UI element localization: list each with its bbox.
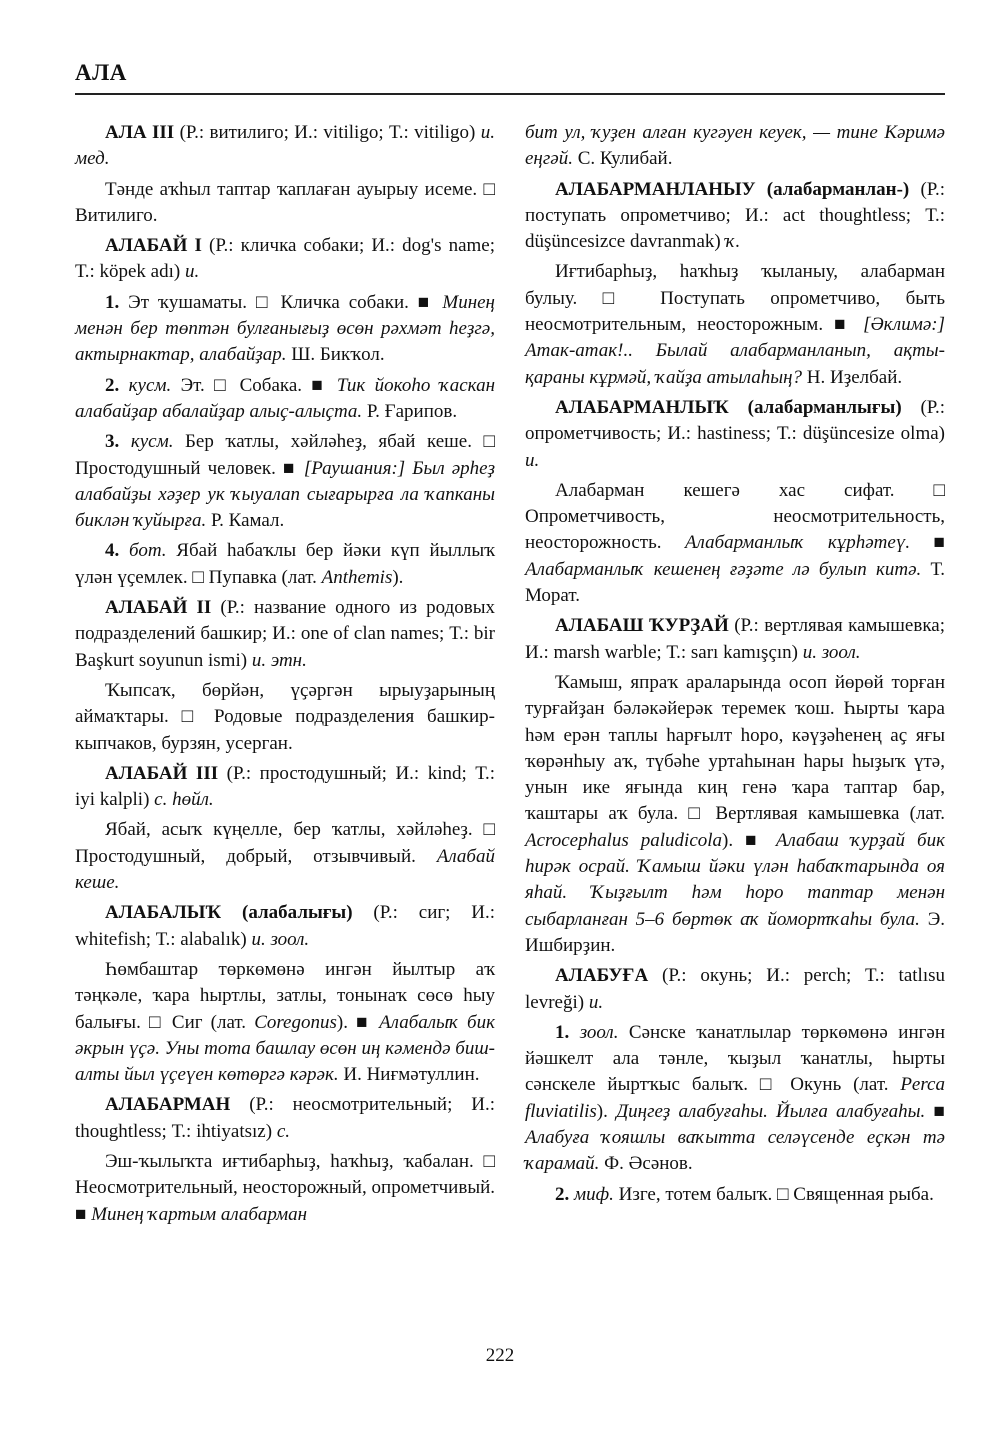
headword: 1. <box>555 1021 570 1043</box>
dictionary-entry <box>75 761 495 814</box>
dictionary-entry <box>525 395 945 474</box>
text-run: Э. Ишбирҙин. <box>525 908 945 956</box>
dictionary-entry <box>75 120 495 173</box>
text-run: (Р.: неосмотрительный; И.: thoughtless; Т.: ihtiyatsız) <box>75 1094 495 1142</box>
text-run: (Р.: вертлявая камышевка; И.: marsh warble; Т.: sarı kamışçın) <box>525 615 945 663</box>
italic-text: кусм. <box>128 374 172 396</box>
italic-text: Алабуға ҡояшлы ваҡытта селәүсенде еҫкән тә ҡарамай. <box>525 1126 945 1175</box>
italic-text: Минең менән бер төптән булғанығыҙ өсөн рәхмәт һеҙгә, актырнактар, алабайҙар. <box>75 291 495 366</box>
dictionary-entry <box>525 613 945 666</box>
left-column <box>75 120 495 1232</box>
text-run: Һөмбаштар төркөмөнә ингән йылтыр аҡ тәңкәле, ҡара һыртлы, затлы, тонынаҡ сөсө һыу балығы. □ Сиг (лат. <box>75 958 495 1033</box>
text-run: Сәнске ҡанатлылар төркөмөнә ингән йәшкелт ала тәнле, ҡыҙыл ҡанатлы, һырты сәнскеле йыртҡыс балыҡ. □ Окунь (лат. <box>525 1021 946 1096</box>
italic-text: Coregonus <box>254 1011 337 1033</box>
italic-text: с. һөйл. <box>154 789 214 811</box>
text-run: ). <box>596 1100 617 1122</box>
italic-text: [Әклимә:] Атак-атак!.. Былай алабарманланып, ақты-қараны кұрмәй, ҡайҙа атылаһың? <box>525 314 945 388</box>
headword: 2. <box>105 374 120 396</box>
definition-paragraph <box>75 373 495 426</box>
text-run: ■ <box>910 532 945 554</box>
text-run: Эт ҡушаматы. □ Кличка собаки. ■ <box>119 291 443 313</box>
text-run: (Р.: кличка собаки; И.: dog's name; Т.: köpek adı) <box>75 235 496 283</box>
text-run: Алабарман кешегә хас сифат. □ Опрометчивость, неосмотрительность, неосторожность. <box>525 479 945 554</box>
dictionary-entry <box>75 595 495 674</box>
italic-text: кусм. <box>130 431 174 453</box>
text-run: Изге, тотем балыҡ. □ Священная рыба. <box>613 1183 934 1205</box>
italic-text: [Раушания:] Был әрһеҙ алабайҙы хәҙер ук ҡыуалап сығарырға ла ҡапканы биклән ҡуйырға. <box>75 457 495 532</box>
text-run <box>569 1022 579 1043</box>
headword: АЛАБАРМАН <box>105 1094 231 1116</box>
italic-text: Anthemis <box>321 566 393 588</box>
headword: 3. <box>105 431 120 453</box>
dictionary-entry <box>75 233 495 286</box>
dictionary-entry <box>75 1092 495 1145</box>
text-run: (Р.: окунь; И.: perch; Т.: tatlısu levreği) <box>525 965 945 1013</box>
text-run: Тәнде аҡһыл таптар ҡаплаған ауырыу исеме. □ Витилиго. <box>75 178 495 226</box>
text-run: (Р.: сиг; И.: whitefish; Т.: alabalık) <box>75 902 495 950</box>
text-run: Эт. □ Собака. ■ <box>171 374 337 396</box>
italic-text: Алабарманлыҡ кұрһәтеү. <box>684 532 911 554</box>
text-run <box>119 540 129 561</box>
text-run: ■ <box>925 1100 945 1122</box>
definition-paragraph <box>75 678 495 757</box>
definition-paragraph <box>525 259 945 390</box>
definition-paragraph <box>75 177 495 230</box>
running-head: АЛА <box>75 60 127 85</box>
definition-paragraph <box>525 1020 945 1178</box>
text-run: ). ■ <box>336 1011 380 1033</box>
text-run: (Р.: поступать опрометчиво; И.: act thoughtless; Т.: düşüncesizce davranmak) <box>525 178 945 253</box>
text-run: Иғтибарһыҙ, һаҡһыҙ ҡыланыу, алабарман булыу. □ Поступать опрометчиво, быть неосмотрительным, неосторожным. ■ <box>525 261 945 336</box>
dictionary-entry <box>525 177 945 256</box>
definition-paragraph <box>75 1149 495 1228</box>
headword: 1. <box>105 291 120 313</box>
dictionary-entry <box>75 900 495 953</box>
text-run: Ш. Бикҡол. <box>286 344 385 366</box>
text-run <box>119 375 128 396</box>
text-run: Р. Ғарипов. <box>362 400 458 422</box>
italic-text: Тик йокоһо ҡаскан алабайҙар абалайҙар алыҫ-алыҫта. <box>75 374 495 422</box>
headword: АЛАБАЙ II <box>105 597 212 619</box>
headword: АЛАБАРМАНЛАНЫУ (алабарманлан-) <box>555 178 910 200</box>
definition-paragraph <box>75 538 495 591</box>
text-run: Ҡамыш, япраҡ араларында осоп йөрөй торған турғайҙан бәләкәйерәк теремек ҡош. Һырты ҡара һәм ерән таплы һарғылт һоро, кәүҙәһенең аҫ яғы ҡөрәнһыу аҡ, түбәһе уртаһынан һары һыҙыҡ үтә, унын ике яғында киң генә ҡара таптар бар, ҡаштары аҡ була. □ Вертлявая камышевка (лат. <box>525 671 945 825</box>
text-run: ). <box>392 566 404 588</box>
italic-text: Минең ҡартым алабарман <box>91 1203 308 1225</box>
text-run: Эш-ҡылыҡта иғтибарһыҙ, һаҡһыҙ, ҡабалан. □ Неосмотрительный, неосторожный, опрометчивый. ■ <box>75 1150 495 1225</box>
headword: АЛАБАЙ III <box>105 762 219 784</box>
right-column <box>525 120 945 1212</box>
header-rule <box>75 93 945 95</box>
definition-paragraph <box>75 290 495 369</box>
text-run: С. Кулибай. <box>572 148 673 170</box>
italic-text: бит ул, ҡуҙен алған кугәуен кеуек, — тине Кәримә еңгәй. <box>525 122 945 170</box>
italic-text: Алабалыҡ бик әкрын үҫә. Уны тота башлау өсөн иң кәмендә биш-алты йыл үҫеүен көтөргә кәрәк. <box>75 1011 495 1086</box>
definition-paragraph <box>75 817 495 896</box>
text-run: Ябай, асыҡ күңелле, бер ҡатлы, хәйләһеҙ. □ Простодушный, добрый, отзывчивый. <box>75 819 495 867</box>
italic-text: и. <box>588 991 604 1013</box>
text-run: (Р.: название одного из родовых подразделений башкир; И.: one of clan names; Т.: bir Başkurt soyunun ismi) <box>75 597 495 671</box>
text-run <box>119 431 131 452</box>
text-run: (Р.: опрометчивость; И.: hastiness; Т.: düşüncesize olma) <box>525 396 945 445</box>
headword: 4. <box>105 540 120 562</box>
italic-text: Perca fluviatilis <box>525 1074 945 1122</box>
headword: АЛАБУҒА <box>555 965 649 987</box>
page-number: 222 <box>485 1345 515 1366</box>
text-run: ). ■ <box>722 829 776 851</box>
definition-paragraph <box>525 120 945 173</box>
text-run: Т. Морат. <box>525 558 945 607</box>
italic-text: и. <box>525 449 540 471</box>
italic-text: Acrocephalus paludicola <box>525 829 723 851</box>
italic-text: ҡ. <box>725 231 741 253</box>
italic-text: Алабаш ҡурҙай бик һирәк осрай. Ҡамыш йәки үлән һабаҡтарында оя яһай. Ҡыҙғылт һәм һоро таптар менән сыбарланған 5–6 бөртөк аҡ йомортҡаһы була. <box>525 829 945 930</box>
headword: 2. <box>555 1183 570 1205</box>
italic-text: миф. <box>574 1183 614 1205</box>
text-run: Бер ҡатлы, хәйләһеҙ, ябай кеше. □ Простодушный человек. ■ <box>75 431 495 479</box>
headword: АЛАБАРМАНЛЫҠ (алабарманлығы) <box>555 396 902 418</box>
text-run: Ф. Әсәнов. <box>599 1153 693 1175</box>
text-run: Ҡыпсаҡ, бөрйән, үҫәргән ырыуҙарының аймаҡтары. □ Родовые подразделения башкир-кыпчаков, бурзян, усерган. <box>75 679 495 754</box>
italic-text: и. мед. <box>75 122 495 170</box>
text-run: (Р.: простодушный; И.: kind; Т.: iyi kalpli) <box>75 762 495 811</box>
text-run: Р. Камал. <box>206 510 285 532</box>
definition-paragraph <box>75 957 495 1088</box>
headword: АЛАБАЙ I <box>105 235 202 257</box>
headword: АЛАБАЛЫҠ (алабалығы) <box>105 902 353 924</box>
text-run: Ябай һабаҡлы бер йәки күп йыллыҡ үлән үҫемлек. □ Пупавка (лат. <box>75 540 495 588</box>
italic-text: и. этн. <box>251 649 307 671</box>
text-run: (Р.: витилиго; И.: vitiligo; Т.: vitiligo) <box>174 122 481 143</box>
headword: АЛА III <box>105 122 175 143</box>
dictionary-entry <box>525 963 945 1016</box>
text-run: И. Ниғмәтуллин. <box>338 1064 480 1086</box>
italic-text: и. зоол. <box>802 641 861 663</box>
headword: АЛАБАШ ҠУРҘАЙ <box>555 615 729 637</box>
italic-text: с. <box>276 1120 290 1142</box>
italic-text: Диңгеҙ алабуғаһы. Йылға алабуғаһы. <box>616 1100 926 1122</box>
definition-paragraph <box>75 429 495 534</box>
definition-paragraph <box>525 670 945 959</box>
italic-text: Алабай кеше. <box>75 845 495 894</box>
italic-text: бот. <box>129 540 167 562</box>
italic-text: зоол. <box>579 1021 619 1043</box>
text-run: Н. Иҙелбай. <box>802 366 903 388</box>
definition-paragraph <box>525 1182 945 1208</box>
definition-paragraph <box>525 478 945 609</box>
italic-text: и. зоол. <box>251 928 310 950</box>
italic-text: Алабарманлыҡ кешенең ғәҙәте лә булып китә. <box>525 558 922 580</box>
italic-text: и. <box>184 261 200 283</box>
